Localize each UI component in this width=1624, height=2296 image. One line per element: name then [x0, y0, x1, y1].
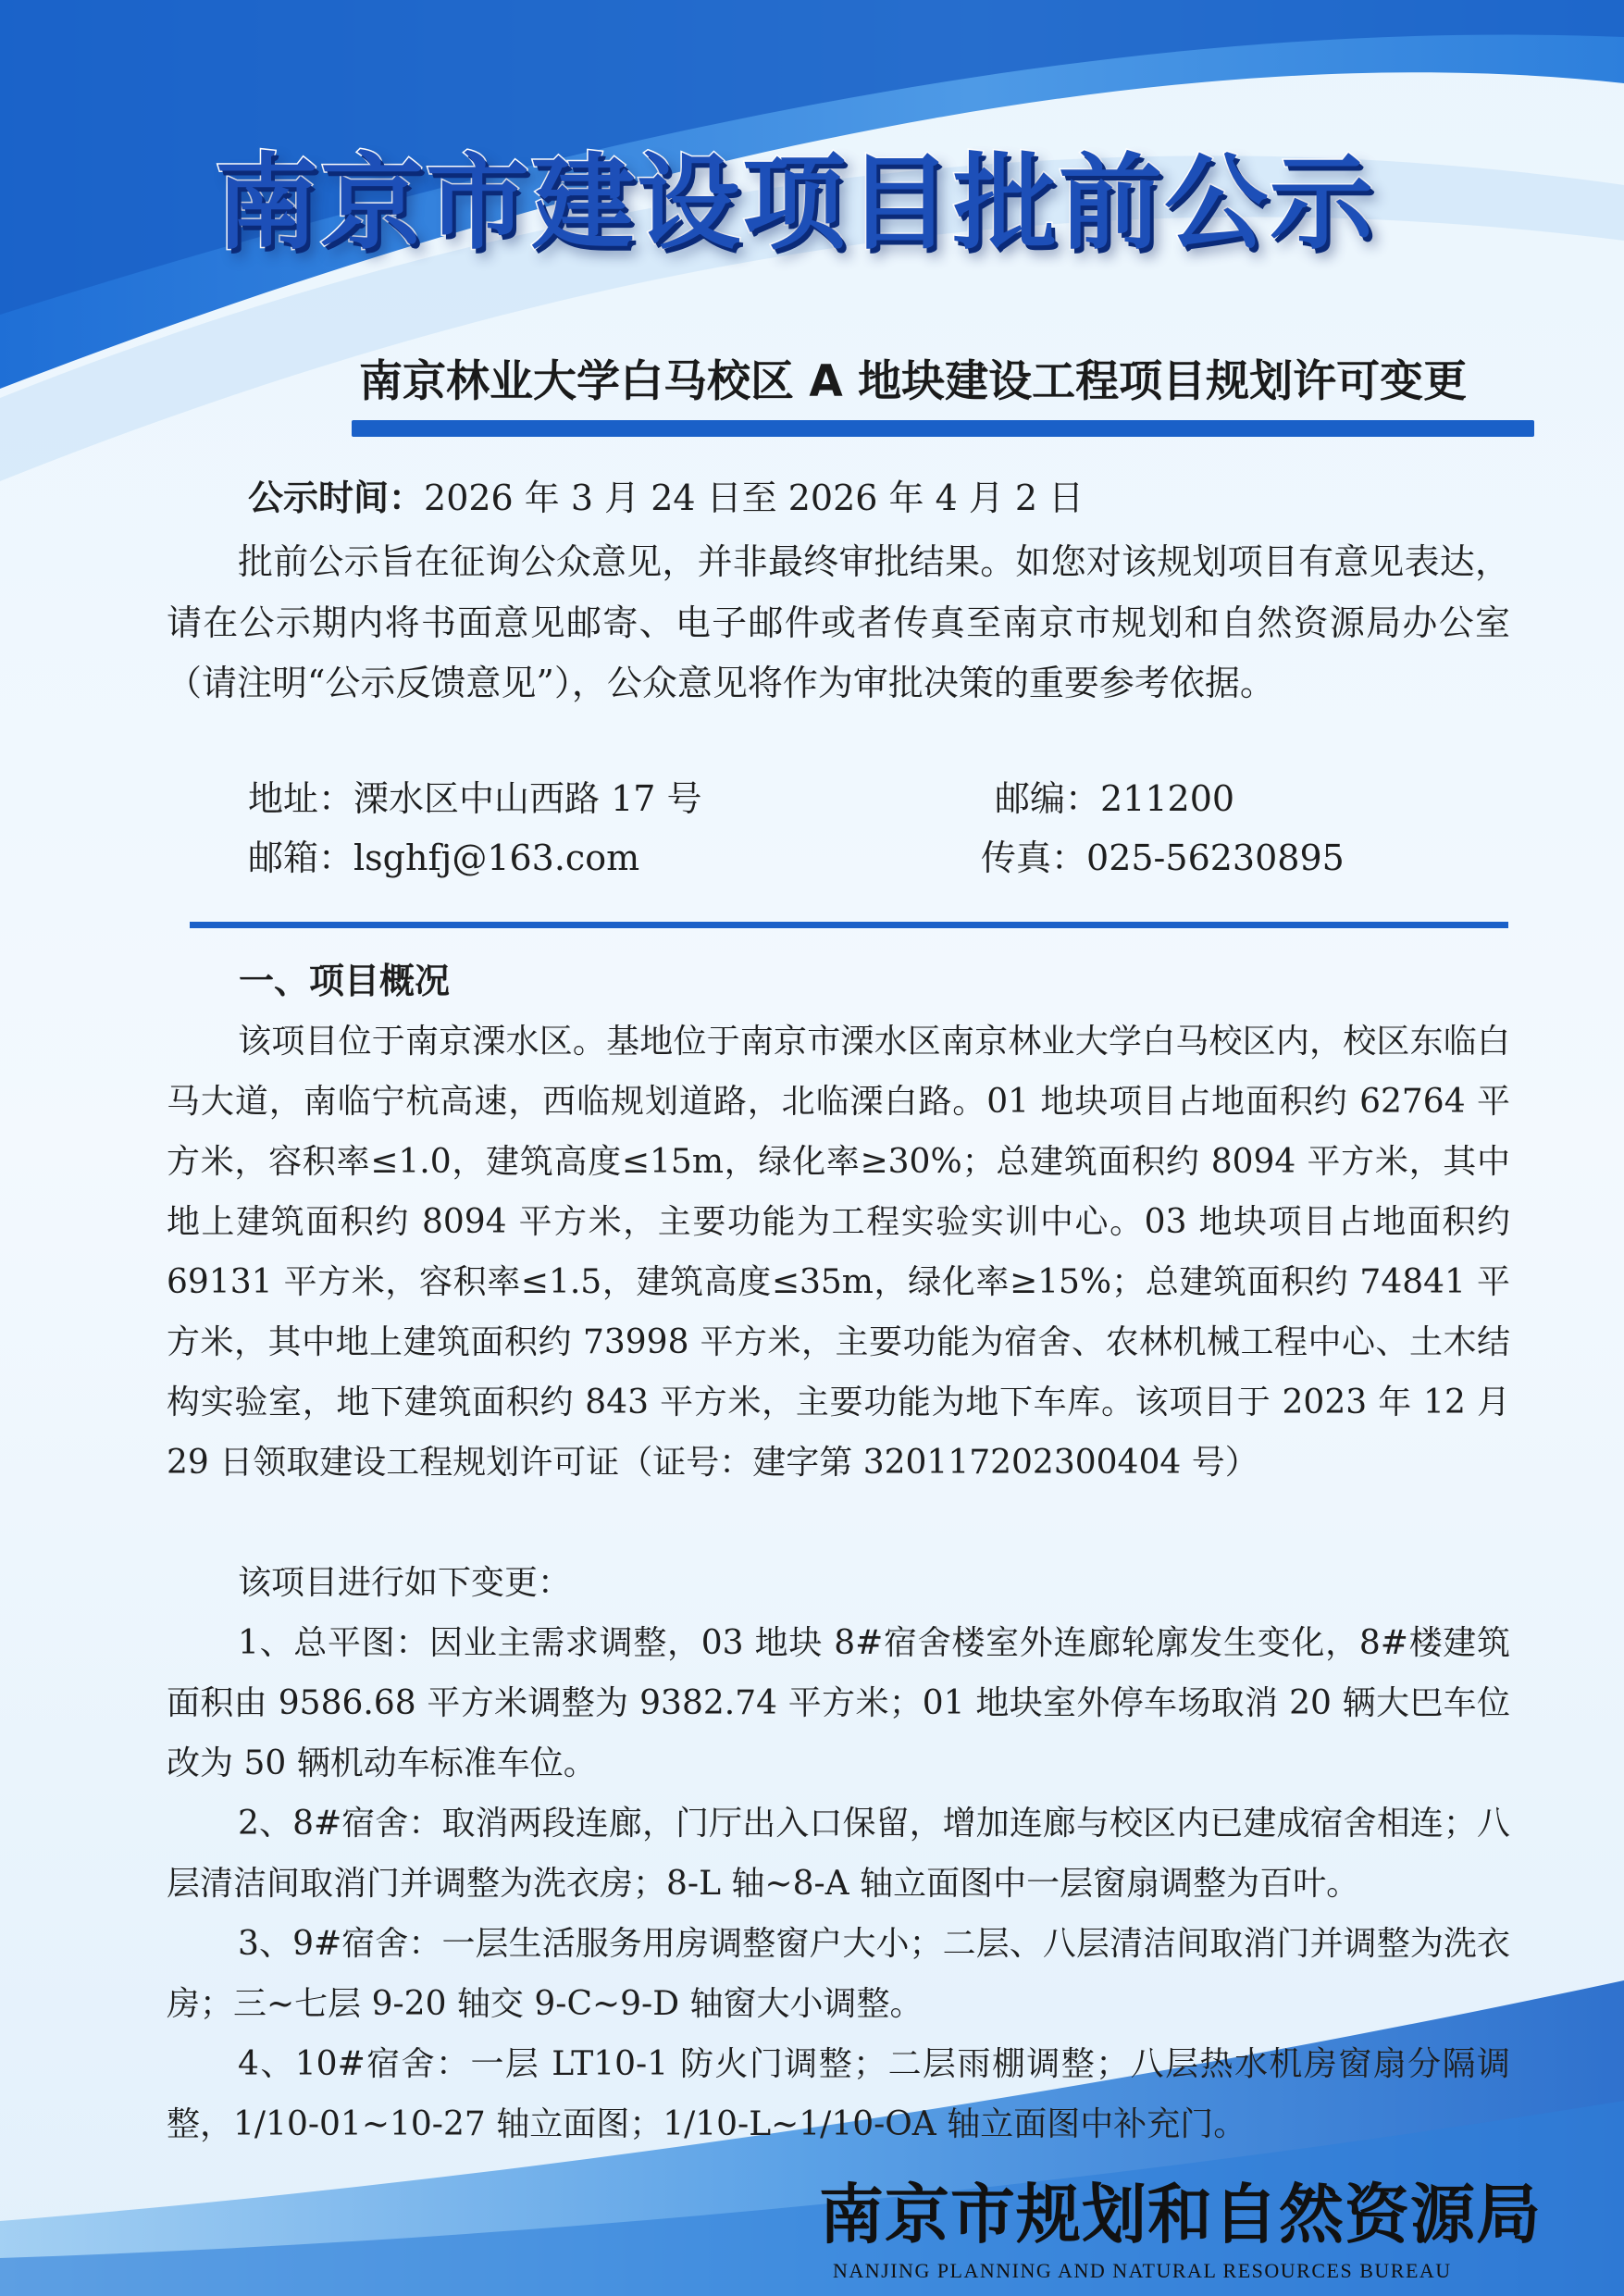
- change-item-1: 1、总平图：因业主需求调整，03 地块 8#宿舍楼室外连廊轮廓发生变化，8#楼建筑面积由 9586.68 平方米调整为 9382.74 平方米；01 地块室外停车场取消 20 辆大巴车位改为 50 辆机动车标准车位。: [167, 1624, 1510, 1782]
- bureau-name-cn: 南京市规划和自然资源局: [819, 2176, 1542, 2253]
- email-label: 邮箱：: [248, 838, 354, 878]
- contact-fax: [981, 830, 1345, 886]
- contact-address: [248, 771, 702, 826]
- notice-intro: 批前公示旨在征询公众意见，并非最终审批结果。如您对该规划项目有意见表达，请在公示期内将书面意见邮寄、电子邮件或者传真至南京市规划和自然资源局办公室（请注明“公示反馈意见”），公众意见将作为审批决策的重要参考依据。: [167, 541, 1510, 703]
- change-item-3: 3、9#宿舍：一层生活服务用房调整窗户大小；二层、八层清洁间取消门并调整为洗衣房；三~七层 9-20 轴交 9-C~9-D 轴窗大小调整。: [167, 1925, 1510, 2023]
- change-item-4: 4、10#宿舍：一层 LT10-1 防火门调整；二层雨棚调整；八层热水机房窗扇分隔调整，1/10-01~10-27 轴立面图；1/10-L~1/10-OA 轴立面图中补充门。: [167, 2045, 1510, 2143]
- section-divider: [190, 922, 1508, 928]
- notice-time: [248, 470, 1084, 526]
- fax-value: 025-56230895: [1086, 838, 1345, 878]
- address-label: 地址：: [248, 778, 354, 819]
- change-item-2: 2、8#宿舍：取消两段连廊，门厅出入口保留，增加连廊与校区内已建成宿舍相连；八层清洁间取消门并调整为洗衣房；8-L 轴~8-A 轴立面图中一层窗扇调整为百叶。: [167, 1805, 1510, 1903]
- postcode-value: 211200: [1100, 778, 1235, 819]
- address-value: 溧水区中山西路 17 号: [353, 778, 702, 819]
- contact-email: [248, 830, 639, 886]
- postcode-label: 邮编：: [995, 778, 1101, 819]
- subtitle-divider: [352, 420, 1534, 437]
- banner-title: 南京市建设项目批前公示: [215, 143, 1375, 264]
- email-value: lsghfj@163.com: [353, 838, 640, 878]
- notice-time-value: 2026 年 3 月 24 日至 2026 年 4 月 2 日: [424, 478, 1085, 518]
- contact-postcode: [995, 771, 1234, 826]
- notice-time-label: 公示时间：: [248, 478, 425, 518]
- project-overview: 该项目位于南京溧水区。基地位于南京市溧水区南京林业大学白马校区内，校区东临白马大道，南临宁杭高速，西临规划道路，北临溧白路。01 地块项目占地面积约 62764 平方米，容积率≤1.0，建筑高度≤15m，绿化率≥30%；总建筑面积约 8094 平方米，其中地上建筑面积约 8094 平方米，主要功能为工程实验实训中心。03 地块项目占地面积约 69131 平方米，容积率≤1.5，建筑高度≤35m，绿化率≥15%；总建筑面积约 74841 平方米，其中地上建筑面积约 73998 平方米，主要功能为宿舍、农林机械工程中心、土木结构实验室，地下建筑面积约 843 平方米，主要功能为地下车库。该项目于 2023 年 12 月 29 日领取建设工程规划许可证（证号：建字第 320117202300404 号）: [167, 1023, 1510, 1482]
- project-subtitle: 南京林业大学白马校区 A 地块建设工程项目规划许可变更: [359, 356, 1468, 407]
- bureau-name-en: NANJING PLANNING AND NATURAL RESOURCES BUREAU: [833, 2259, 1452, 2282]
- changes-intro: 该项目进行如下变更：: [238, 1564, 572, 1602]
- fax-label: 传真：: [981, 838, 1087, 878]
- section-heading: 一、项目概况: [239, 961, 451, 1001]
